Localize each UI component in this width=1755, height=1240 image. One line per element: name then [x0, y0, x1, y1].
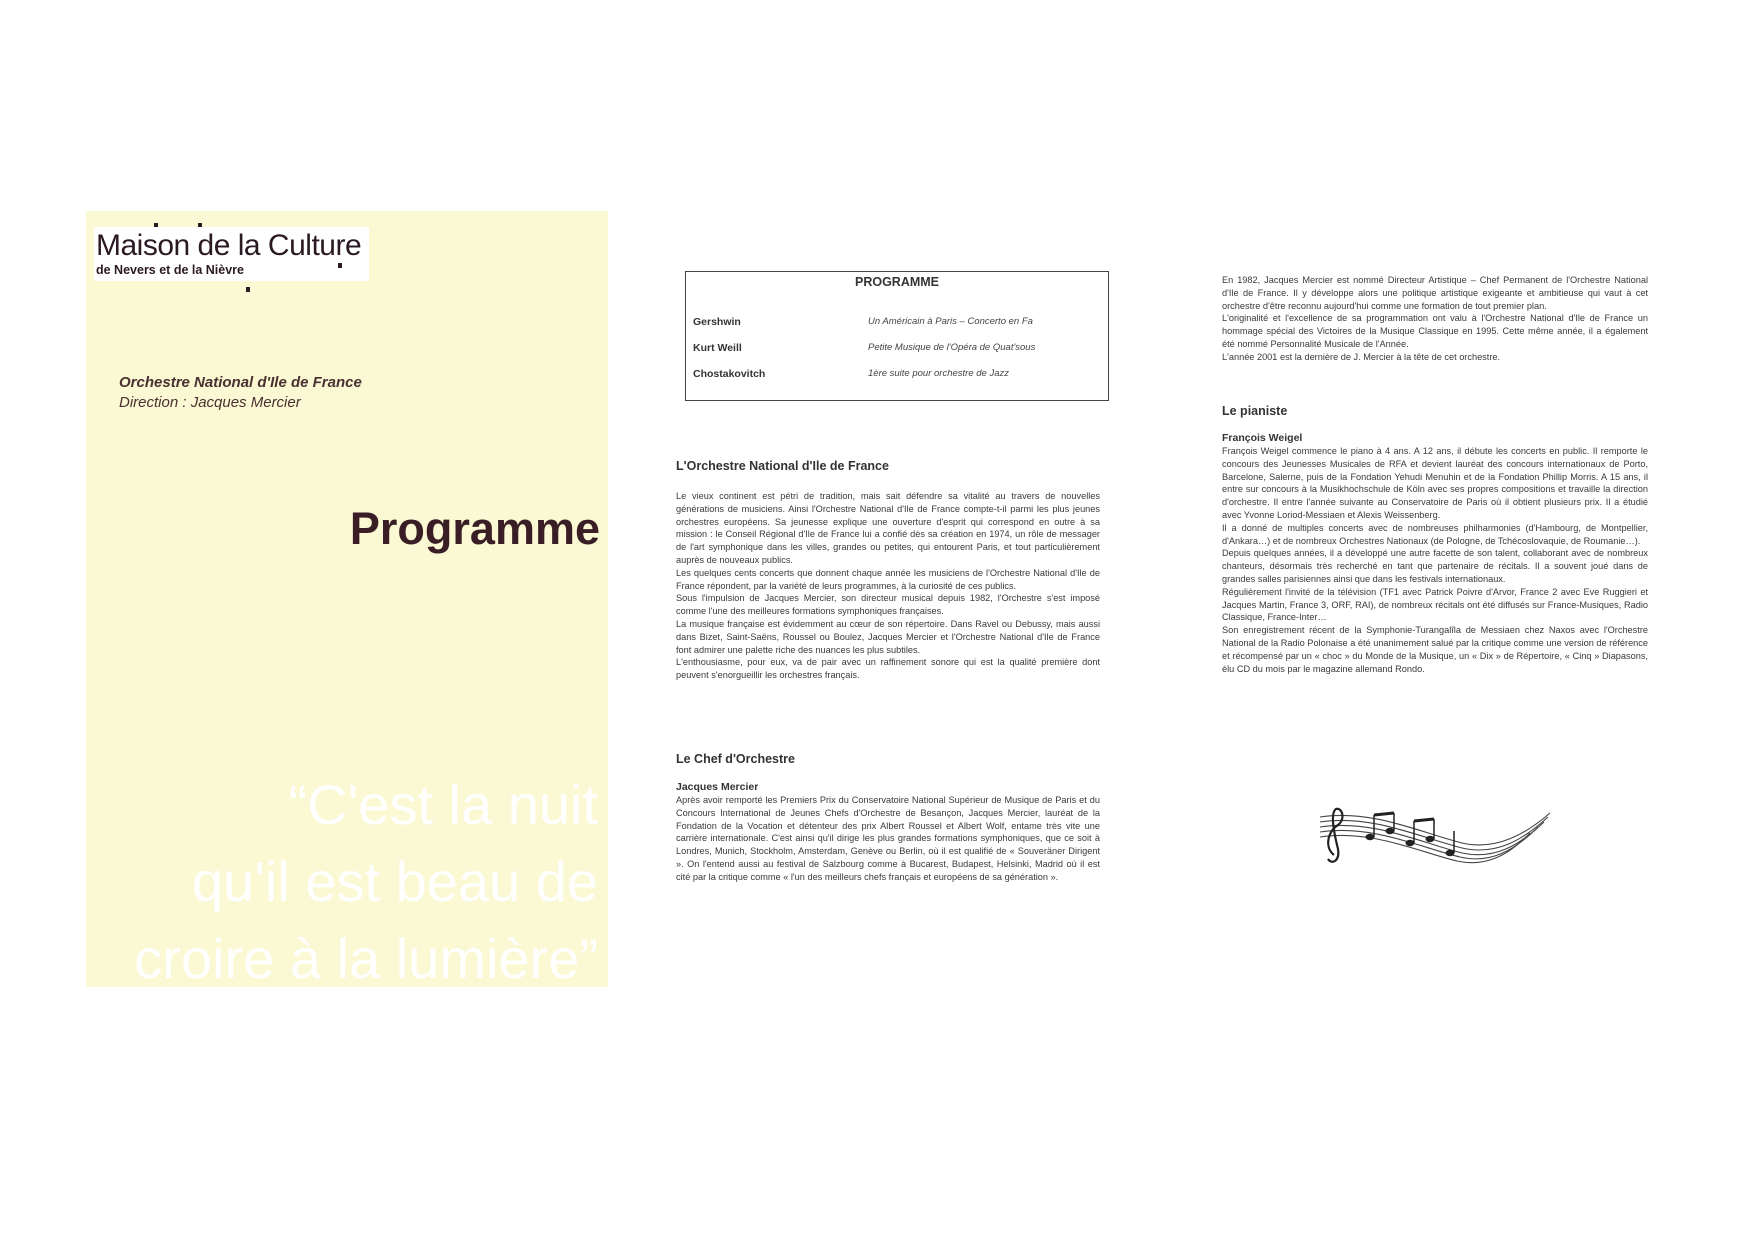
paragraph: Sous l'impulsion de Jacques Mercier, son directeur musical depuis 1982, l'Orchestre s'est imposé comme l'une des meilleures formations symphoniques françaises. — [676, 593, 1100, 617]
logo — [94, 227, 369, 281]
paragraph: La musique française est évidemment au cœur de son répertoire. Dans Ravel ou Debussy, mais aussi dans Bizet, Saint-Saëns, Roussel ou Boulez, Jacques Mercier et l'Orchestre National d'Ile de France font admirer une palette riche des nuances les plus subtiles. — [676, 618, 1100, 655]
conductor-section-text — [676, 794, 1100, 884]
cover-panel — [86, 211, 608, 987]
composer: Chostakovitch — [693, 368, 766, 380]
paragraph: Il a donné de multiples concerts avec de nombreuses philharmonies (d'Hambourg, de Montpellier, d'Ankara…) et de nombreux Orchestres Nationaux (de Pologne, de Tchécoslovaquie, de Roumanie…). — [1222, 522, 1648, 546]
paragraph: En 1982, Jacques Mercier est nommé Directeur Artistique – Chef Permanent de l'Orchestre National d'Ile de France. Il y développe alors une politique artistique exigeante et ambitieuse qui vaut à cet orchestre d'être reconnu aujourd'hui comme une formation de tout premier plan. — [1222, 275, 1648, 311]
conductor-section-heading: Le Chef d'Orchestre — [676, 752, 795, 766]
composer: Kurt Weill — [693, 342, 742, 354]
quote-line: qu'il est beau de — [191, 850, 598, 913]
composer: Gershwin — [693, 316, 741, 328]
paragraph: Depuis quelques années, il a développé une autre facette de son talent, collaborant avec de nombreux chanteurs, désormais très recherché en tant que partenaire de récitals. Il a souvent joué dans de grandes salles parisiennes ainsi que dans les festivals internationaux. — [1222, 548, 1648, 584]
work-title: 1ère suite pour orchestre de Jazz — [868, 368, 1009, 379]
logo-subtitle: de Nevers et de la Nièvre — [96, 263, 244, 277]
paragraph: Son enregistrement récent de la Symphonie-Turangalîla de Messiaen chez Naxos avec l'Orchestre National de la Radio Polonaise a été unanimement salué par la critique comme une version de référence et récompensé par un « choc » du Monde de la Musique, un « Dix » de Répertoire, « Cinq » Diapasons, élu CD du mois par le magazine allemand Rondo. — [1222, 625, 1648, 674]
quote-line: “C'est la nuit — [288, 773, 598, 836]
paragraph: Les quelques cents concerts que donnent chaque année les musiciens de l'Orchestre National d'Ile de France répondent, par la variété de leurs programmes, à la curiosité de ces publics. — [676, 567, 1100, 591]
logo-title: Maison de la Culture — [96, 229, 362, 262]
mercier-continued-text — [1222, 274, 1648, 364]
pianist-section-heading: Le pianiste — [1222, 404, 1288, 418]
programme-item — [693, 342, 1101, 358]
work-title: Petite Musique de l'Opéra de Quat'sous — [868, 342, 1036, 353]
programme-heading: Programme — [349, 503, 600, 554]
orchestra-section-heading: L'Orchestre National d'Ile de France — [676, 459, 889, 473]
orchestra-section-text — [676, 490, 1100, 682]
paragraph: François Weigel commence le piano à 4 ans. A 12 ans, il débute les concerts en public. Il remporte le concours des Jeunesses Musicales de RFA et devient lauréat des concours internationaux de Porto, Barcelone, Salerne, puis de la Fondation Yehudi Menuhin et de la Fondation Phillip Morris. A 15 ans, il entre sur concours à la Musikhochschule de Köln avec ses propres compositions et travaille la direction d'orchestre. Il entre l'année suivante au Conservatoire de Paris où il obtient plusieurs prix. Il a étudié avec Yvonne Loriod-Messiaen et Alexis Weissenberg. — [1222, 446, 1648, 520]
logo-dot — [246, 287, 250, 292]
music-notes-icon — [1312, 803, 1552, 873]
programme-box — [685, 271, 1109, 401]
programme-item — [693, 368, 1101, 384]
pianist-name: François Weigel — [1222, 432, 1303, 444]
quote — [86, 766, 598, 987]
paragraph: Le vieux continent est pétri de tradition, mais sait défendre sa vitalité au travers de nouvelles générations de musiciens. Ainsi l'Orchestre National d'Ile de France compte-t-il parmi les plus jeunes orchestres européens. Sa jeunesse explique une ouverture d'esprit qui correspond en outre à sa mission : le Conseil Régional d'Ile de France lui a confié dès sa création en 1974, un rôle de messager de l'art symphonique dans les villes, grandes ou petites, qui entourent Paris, et tout particulièrement auprès de nouveaux publics. — [676, 491, 1100, 565]
paragraph: Régulièrement l'invité de la télévision (TF1 avec Patrick Poivre d'Arvor, France 2 avec Eve Ruggieri et Jacques Martin, France 3, ORF, RAI), de nombreux récitals ont été diffusés sur France-Musiques, Radio Classique, France-Inter… — [1222, 586, 1648, 623]
work-title: Un Américain à Paris – Concerto en Fa — [868, 316, 1033, 327]
programme-item — [693, 316, 1101, 332]
orchestra-name: Orchestre National d'Ile de France — [119, 374, 362, 391]
quote-line: croire à la lumière” — [134, 927, 598, 987]
programme-box-title: PROGRAMME — [854, 275, 940, 289]
conductor-name: Jacques Mercier — [676, 781, 759, 793]
direction-line: Direction : Jacques Mercier — [119, 394, 301, 411]
paragraph: L'année 2001 est la dernière de J. Mercier à la tête de cet orchestre. — [1222, 351, 1501, 362]
paragraph: L'enthousiasme, pour eux, va de pair avec un raffinement sonore qui est la qualité première dont peuvent s'enorgueillir les orchestres français. — [676, 657, 1100, 681]
paragraph: L'originalité et l'excellence de sa programmation ont valu à l'Orchestre National d'Ile de France un hommage spécial des Victoires de la Musique Classique en 1995. Cette même année, il a également été nommé Personnalité Musicale de l'Année. — [1222, 313, 1648, 349]
logo-dot — [338, 263, 342, 268]
paragraph: Après avoir remporté les Premiers Prix du Conservatoire National Supérieur de Musique de Paris et du Concours International de Jeunes Chefs d'Orchestre de Besançon, Jacques Mercier, lauréat de la Fondation de la Vocation et détenteur des prix Albert Roussel et Albert Wolf, entame très vite une carrière internationale. C'est ainsi qu'il dirige les plus grandes formations symphoniques, que ce soit à Londres, Munich, Stockholm, Amsterdam, Genève ou Berlin, où il est qualifié de « Souveräner Dirigent ». On l'entend aussi au festival de Salzbourg comme à Bucarest, Budapest, Helsinki, Madrid où il est cité par la critique comme « l'un des meilleurs chefs français et européens de sa génération ». — [676, 795, 1100, 882]
pianist-section-text — [1222, 445, 1648, 675]
